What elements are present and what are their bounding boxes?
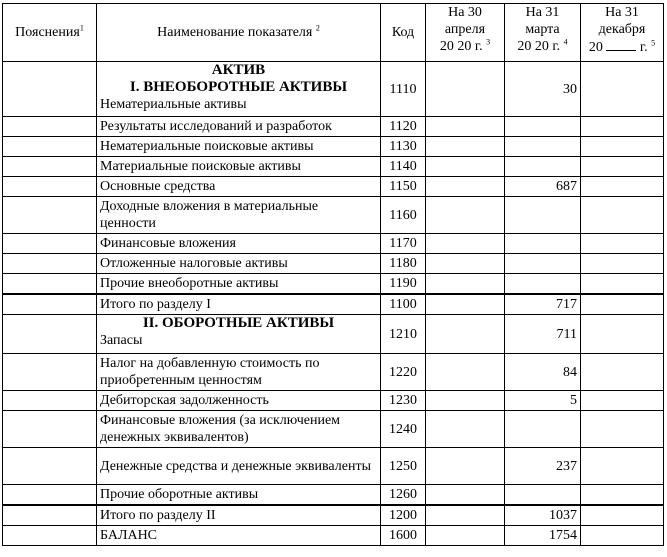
row-name: БАЛАНС [97, 526, 381, 546]
value-march: 1754 [505, 526, 581, 546]
notes-cell [3, 315, 97, 354]
value-march [505, 197, 581, 234]
row-name: Финансовые вложения (за исключением денежных эквивалентов) [97, 411, 381, 448]
table-row [3, 62, 664, 117]
row-code: 1180 [381, 254, 426, 274]
value-march: 84 [505, 354, 581, 391]
table-row [3, 274, 664, 295]
value-march [505, 485, 581, 506]
value-december [581, 526, 664, 546]
value-december [581, 177, 664, 197]
row-code: 1210 [381, 315, 426, 354]
header-indicator-name: Наименование показателя $^2$ [97, 4, 381, 62]
value-april [426, 234, 505, 254]
table-row [3, 411, 664, 448]
row-name: Финансовые вложения [97, 234, 381, 254]
value-march [505, 254, 581, 274]
notes-cell [3, 137, 97, 157]
value-april [426, 354, 505, 391]
section-asset-title: АКТИВ [211, 62, 266, 78]
value-april [426, 137, 505, 157]
value-march [505, 157, 581, 177]
row-code: 1600 [381, 526, 426, 546]
value-april [426, 485, 505, 506]
notes-cell [3, 254, 97, 274]
row-name: Отложенные налоговые активы [97, 254, 381, 274]
row-code: 1250 [381, 448, 426, 485]
value-april [426, 294, 505, 315]
row-code: 1140 [381, 157, 426, 177]
notes-cell [3, 234, 97, 254]
row-name: Налог на добавленную стоимость по приобретенным ценностям [97, 354, 381, 391]
table-row [3, 315, 664, 354]
value-december [581, 315, 664, 354]
value-april [426, 254, 505, 274]
notes-cell [3, 177, 97, 197]
row-code: 1110 [381, 62, 426, 117]
row-name: Итого по разделу II [97, 505, 381, 526]
value-december [581, 197, 664, 234]
table-row [3, 448, 664, 485]
value-december [581, 354, 664, 391]
notes-cell [3, 117, 97, 137]
value-december [581, 505, 664, 526]
value-april [426, 157, 505, 177]
row-code: 1160 [381, 197, 426, 234]
notes-cell [3, 294, 97, 315]
value-december [581, 391, 664, 411]
notes-cell [3, 448, 97, 485]
table-row [3, 177, 664, 197]
notes-cell [3, 354, 97, 391]
value-april [426, 274, 505, 295]
value-april [426, 315, 505, 354]
header-code: Код [381, 4, 426, 62]
table-row [3, 197, 664, 234]
section-1-title: I. ВНЕОБОРОТНЫЕ АКТИВЫ [129, 79, 348, 95]
value-march [505, 411, 581, 448]
value-march: 717 [505, 294, 581, 315]
value-april [426, 391, 505, 411]
section-2-title: II. ОБОРОТНЫЕ АКТИВЫ [142, 315, 335, 331]
row-name: Прочие внеоборотные активы [97, 274, 381, 295]
header-col-december: На 31 декабря 20 г. $^5$ [581, 4, 664, 62]
row-name: Основные средства [97, 177, 381, 197]
value-april [426, 505, 505, 526]
row-code: 1130 [381, 137, 426, 157]
value-march [505, 117, 581, 137]
row-name: Материальные поисковые активы [97, 157, 381, 177]
row-code: 1230 [381, 391, 426, 411]
value-december [581, 157, 664, 177]
table-row [3, 137, 664, 157]
table-row [3, 485, 664, 506]
value-december [581, 117, 664, 137]
header-notes: Пояснения$^1$ [3, 4, 97, 62]
value-december [581, 234, 664, 254]
value-december [581, 294, 664, 315]
header-col-march: На 31 марта 20 20 г. $^4$ [505, 4, 581, 62]
value-march: 237 [505, 448, 581, 485]
value-march [505, 234, 581, 254]
value-december [581, 448, 664, 485]
value-march: 711 [505, 315, 581, 354]
notes-cell [3, 197, 97, 234]
value-april [426, 526, 505, 546]
row-name: Результаты исследований и разработок [97, 117, 381, 137]
row-code: 1240 [381, 411, 426, 448]
notes-cell [3, 526, 97, 546]
header-row [3, 4, 664, 62]
value-march [505, 274, 581, 295]
table-row [3, 391, 664, 411]
row-name: Дебиторская задолженность [97, 391, 381, 411]
value-march: 5 [505, 391, 581, 411]
notes-cell [3, 391, 97, 411]
header-col-april: На 30 апреля 20 20 г. $^3$ [426, 4, 505, 62]
notes-cell [3, 505, 97, 526]
notes-cell [3, 485, 97, 506]
row-name: Прочие оборотные активы [97, 485, 381, 506]
notes-cell [3, 62, 97, 117]
table-row [3, 354, 664, 391]
table-row-total [3, 294, 664, 315]
notes-cell [3, 411, 97, 448]
row-name: II. ОБОРОТНЫЕ АКТИВЫ Запасы [97, 315, 381, 354]
value-december [581, 137, 664, 157]
row-name: Нематериальные поисковые активы [97, 137, 381, 157]
table-row [3, 117, 664, 137]
row-code: 1150 [381, 177, 426, 197]
notes-cell [3, 157, 97, 177]
value-april [426, 411, 505, 448]
row-code: 1260 [381, 485, 426, 506]
value-december [581, 485, 664, 506]
value-april [426, 117, 505, 137]
table-row [3, 157, 664, 177]
table-row [3, 234, 664, 254]
value-december [581, 254, 664, 274]
value-march [505, 137, 581, 157]
row-code: 1200 [381, 505, 426, 526]
row-code: 1170 [381, 234, 426, 254]
value-april [426, 62, 505, 117]
row-name: Денежные средства и денежные эквиваленты [97, 448, 381, 485]
row-name: Доходные вложения в материальные ценности [97, 197, 381, 234]
value-april [426, 177, 505, 197]
row-code: 1220 [381, 354, 426, 391]
value-march: 687 [505, 177, 581, 197]
value-april [426, 448, 505, 485]
value-december [581, 411, 664, 448]
row-code: 1100 [381, 294, 426, 315]
table-row [3, 254, 664, 274]
row-name: АКТИВ I. ВНЕОБОРОТНЫЕ АКТИВЫ Нематериальные активы [97, 62, 381, 117]
value-march: 1037 [505, 505, 581, 526]
value-march: 30 [505, 62, 581, 117]
table-row-balance [3, 526, 664, 546]
notes-cell [3, 274, 97, 295]
balance-sheet-table [2, 3, 664, 546]
value-december [581, 62, 664, 117]
row-name: Итого по разделу I [97, 294, 381, 315]
row-code: 1190 [381, 274, 426, 295]
value-december [581, 274, 664, 295]
value-april [426, 197, 505, 234]
table-row-total [3, 505, 664, 526]
row-code: 1120 [381, 117, 426, 137]
